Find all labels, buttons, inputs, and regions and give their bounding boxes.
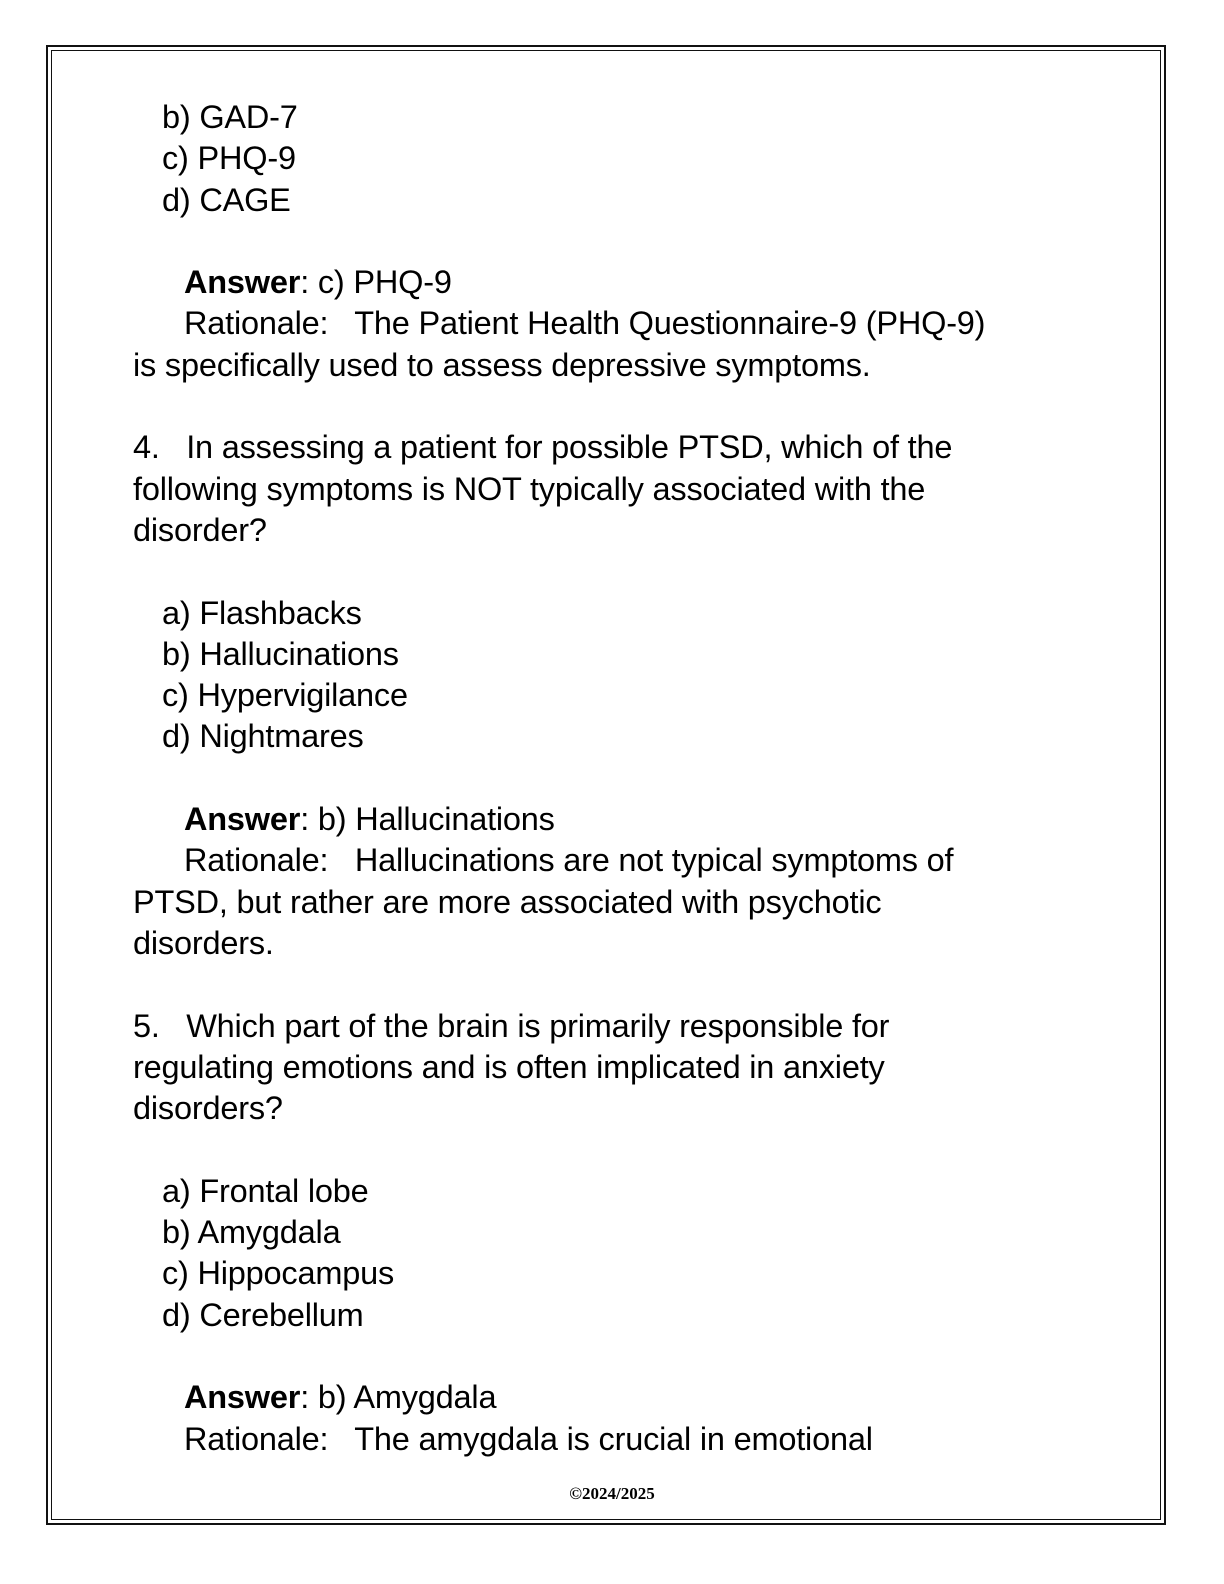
- spacer: [133, 221, 1093, 262]
- question-4-line-1: 4. In assessing a patient for possible PTSD, which of the: [133, 429, 953, 466]
- answer-label: Answer: [184, 1379, 301, 1416]
- copyright-footer: ©2024/2025: [569, 1484, 655, 1503]
- question-4-text: [133, 427, 1093, 551]
- question-4-rationale-line-2: PTSD, but rather are more associated with psychotic: [133, 883, 882, 920]
- spacer: [133, 758, 1093, 799]
- question-3-options: [133, 97, 1093, 221]
- question-3-answer: [133, 262, 1093, 303]
- spacer: [133, 1129, 1093, 1170]
- question-4-line-3: disorder?: [133, 511, 267, 548]
- option-b: b) GAD-7: [162, 99, 298, 135]
- answer-label: Answer: [184, 801, 301, 838]
- question-4-rationale-line-3: disorders.: [133, 924, 274, 961]
- spacer: [133, 964, 1093, 1005]
- option-c: c) PHQ-9: [162, 140, 296, 177]
- option-d: d) CAGE: [162, 181, 291, 218]
- answer-value: : c) PHQ-9: [300, 264, 452, 301]
- question-5-options: [133, 1171, 1093, 1336]
- option-d: d) Cerebellum: [162, 1296, 364, 1333]
- question-4-line-2: following symptoms is NOT typically associated with the: [133, 470, 926, 507]
- question-4-answer: [133, 799, 1093, 840]
- spacer: [133, 551, 1093, 592]
- option-d: d) Nightmares: [162, 718, 364, 755]
- option-c: c) Hippocampus: [162, 1255, 395, 1292]
- question-5-rationale-line-1: Rationale: The amygdala is crucial in emotional: [184, 1420, 873, 1457]
- answer-value: : b) Hallucinations: [300, 801, 555, 838]
- page-content: [133, 97, 1093, 1460]
- option-c: c) Hypervigilance: [162, 677, 408, 714]
- question-5-line-2: regulating emotions and is often implicated in anxiety: [133, 1048, 885, 1085]
- question-3-rationale-line-2: is specifically used to assess depressive symptoms.: [133, 346, 871, 383]
- question-5-line-3: disorders?: [133, 1090, 283, 1127]
- question-5-line-1: 5. Which part of the brain is primarily responsible for: [133, 1007, 890, 1044]
- question-4-options: [133, 593, 1093, 758]
- spacer: [133, 1336, 1093, 1377]
- question-3-rationale-line-1: Rationale: The Patient Health Questionnaire-9 (PHQ-9): [184, 305, 986, 342]
- spacer: [133, 386, 1093, 427]
- option-a: a) Flashbacks: [162, 594, 362, 631]
- answer-label: Answer: [184, 264, 301, 301]
- answer-value: : b) Amygdala: [300, 1379, 497, 1416]
- option-a: a) Frontal lobe: [162, 1172, 369, 1209]
- option-b: b) Hallucinations: [162, 635, 399, 672]
- option-b: b) Amygdala: [162, 1214, 341, 1251]
- question-5-text: [133, 1006, 1093, 1130]
- question-4-rationale-line-1: Rationale: Hallucinations are not typical symptoms of: [184, 842, 954, 879]
- question-5-answer: [133, 1377, 1093, 1418]
